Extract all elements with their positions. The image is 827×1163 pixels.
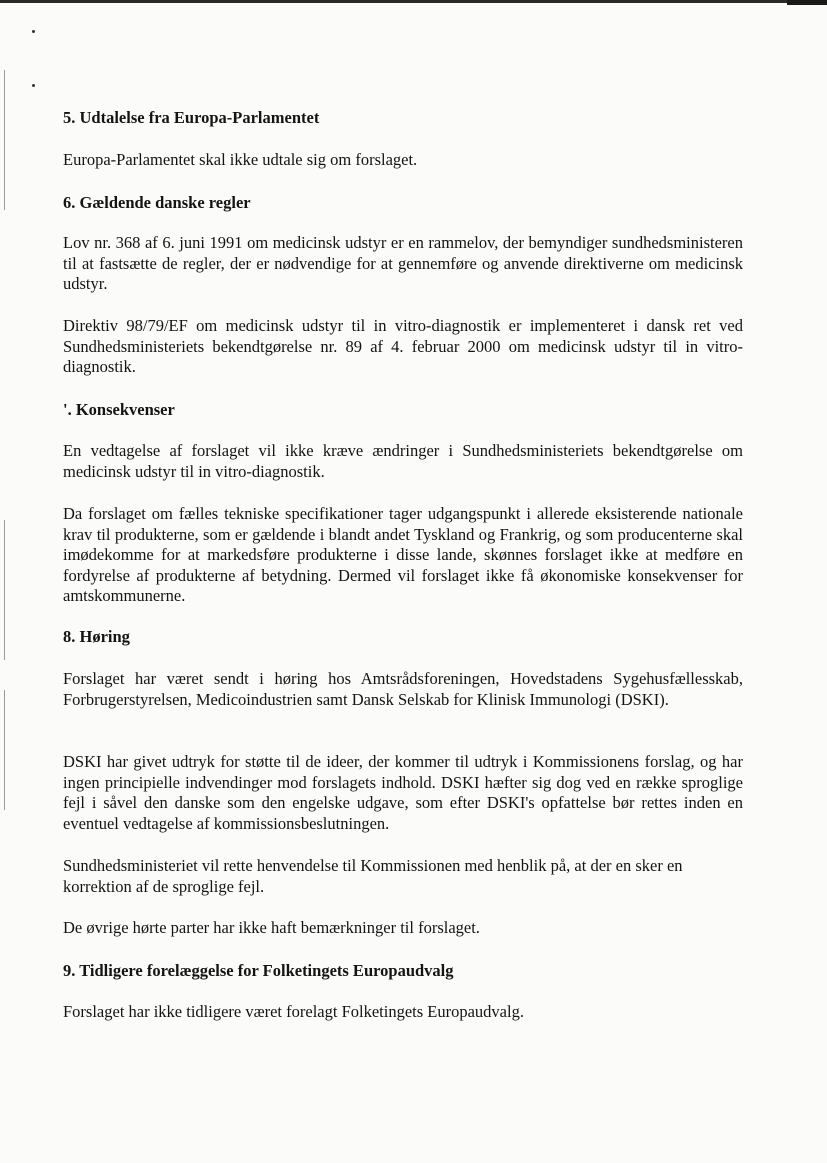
section-6-paragraph-2: Direktiv 98/79/EF om medicinsk udstyr til in vitro-diagnostik er implementeret i dansk ret ved Sundhedsministeriets bekendtgørelse nr. 89 af 4. februar 2000 om medicinsk udstyr til in vitro-diagnostik.	[63, 316, 743, 376]
section-9-paragraph-1: Forslaget har ikke tidligere været forelagt Folketingets Europaudvalg.	[63, 1002, 524, 1021]
scan-edge-mark	[4, 520, 5, 660]
scan-top-border	[0, 0, 827, 3]
section-8-paragraph-3: Sundhedsministeriet vil rette henvendelse til Kommissionen med henblik på, at der en sker en korrektion af de sproglige fejl.	[63, 856, 683, 896]
section-8-paragraph-2: DSKI har givet udtryk for støtte til de ideer, der kommer til udtryk i Kommissionens forslag, og har ingen principielle indvendinger mod forslagets indhold. DSKI hæfter sig dog ved en række sproglige fejl i såvel den danske som den engelske udgave, som efter DSKI's opfattelse bør rettes inden en eventuel vedtagelse af kommissionsbeslutningen.	[63, 752, 743, 833]
section-7-paragraph-1: En vedtagelse af forslaget vil ikke kræve ændringer i Sundhedsministeriets bekendtgørelse om medicinsk udstyr til in vitro-diagnostik.	[63, 441, 743, 481]
scan-edge-mark	[4, 690, 5, 810]
scan-speck	[32, 84, 35, 87]
section-heading-7: '. Konsekvenser	[63, 400, 175, 419]
section-5-paragraph-1: Europa-Parlamentet skal ikke udtale sig om forslaget.	[63, 150, 418, 169]
section-8-paragraph-4: De øvrige hørte parter har ikke haft bemærkninger til forslaget.	[63, 918, 480, 937]
section-heading-9: 9. Tidligere forelæggelse for Folketingets Europaudvalg	[63, 961, 454, 980]
section-7-paragraph-2: Da forslaget om fælles tekniske specifikationer tager udgangspunkt i allerede eksisterende nationale krav til produkterne, som er gældende i blandt andet Tyskland og Frankrig, og som producenterne skal imødekomme for at markedsføre produkterne i disse lande, skønnes forslaget ikke at medføre en fordyrelse af produkterne af betydning. Dermed vil forslaget ikke få økonomiske konsekvenser for amtskommunerne.	[63, 504, 743, 605]
section-heading-8: 8. Høring	[63, 627, 130, 646]
scan-top-border-end	[787, 0, 827, 5]
scan-edge-mark	[4, 70, 5, 210]
section-6-paragraph-1: Lov nr. 368 af 6. juni 1991 om medicinsk udstyr er en rammelov, der bemyndiger sundhedsministeren til at fastsætte de regler, der er nødvendige for at gennemføre og anvende direktiverne om medicinsk udstyr.	[63, 233, 743, 293]
section-heading-5: 5. Udtalelse fra Europa-Parlamentet	[63, 108, 320, 127]
section-heading-6: 6. Gældende danske regler	[63, 193, 251, 212]
section-8-paragraph-1: Forslaget har været sendt i høring hos Amtsrådsforeningen, Hovedstadens Sygehusfællesskab, Forbrugerstyrelsen, Medicoindustrien samt Dansk Selskab for Klinisk Immunologi (DSKI).	[63, 669, 743, 709]
scan-speck	[32, 30, 35, 33]
